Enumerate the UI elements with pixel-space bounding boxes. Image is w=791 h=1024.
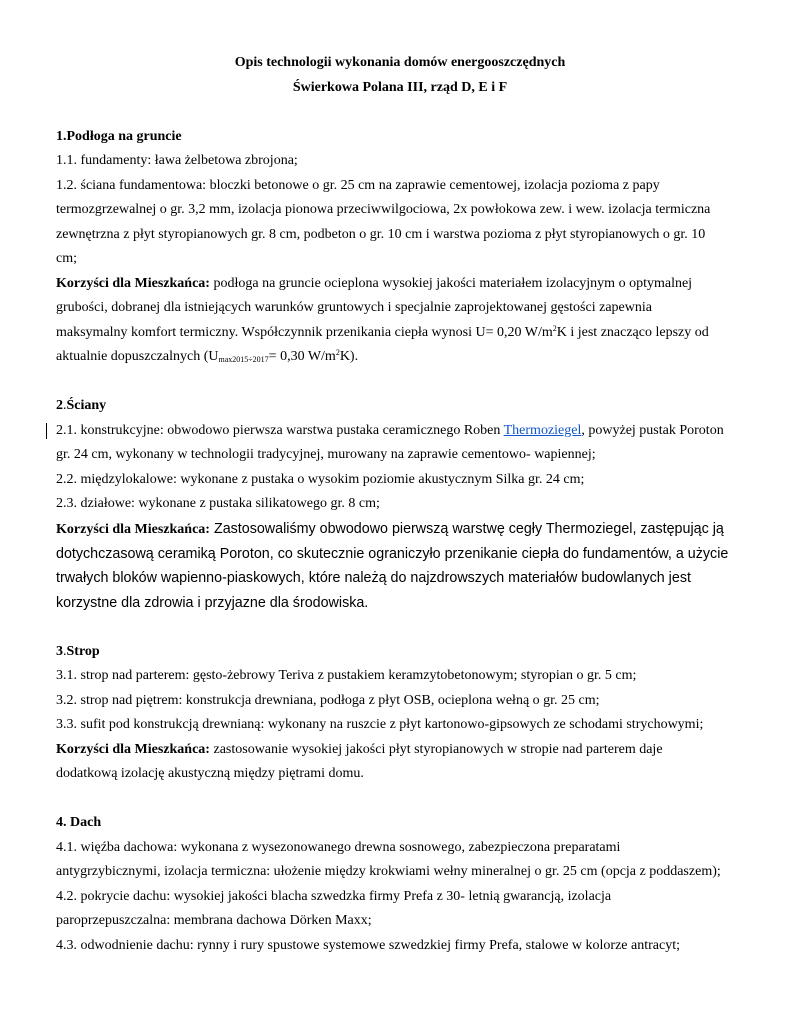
item-4-2-line1: 4.2. pokrycie dachu: wysokiej jakości blacha szwedzka firmy Prefa z 30- letnią gwarancją, izolacja (56, 888, 612, 904)
item-4-3: 4.3. odwodnienie dachu: rynny i rury spustowe systemowe szwedzkiej firmy Prefa, stalowe w kolorze antracyt; (56, 937, 680, 953)
item-1-1: 1.1. fundamenty: ława żelbetowa zbrojona; (56, 153, 298, 168)
item-1-2-line2: termozgrzewalnej o gr. 3,2 mm, izolacja pionowa przeciwwilgociowa, 2x powłokowa zew. i wew. izolacja termiczna (56, 202, 711, 217)
item-4-1-line2: antygrzybicznymi, izolacja termiczna: ułożenie między krokwiami wełny mineralnej o gr. 25 cm (opcja z poddaszem); (56, 864, 721, 879)
benefit-text: podłoga na gruncie ocieplona wysokiej jakości materiałem izolacyjnym o optymalnej (209, 275, 693, 291)
benefit-2-line2: dotychczasową ceramiką Poroton, co skutecznie ograniczyło przenikanie ciepła do fundamentów, a użycie (56, 545, 729, 562)
benefit-1-line3 (56, 321, 744, 346)
item-text: , powyżej pustak Poroton (581, 422, 724, 438)
benefit-1-line4 (56, 345, 744, 370)
subscript: max2015÷2017 (218, 355, 269, 364)
heading-dot: . (63, 643, 67, 659)
superscript: 2 (335, 348, 340, 357)
item-2-1-line2: gr. 24 cm, wykonany w technologii tradycyjnej, murowany na zaprawie cementowo- wapiennej; (56, 447, 596, 462)
heading-text: Ściany (66, 398, 107, 413)
document-title: Opis technologii wykonania domów energooszczędnych (234, 55, 566, 70)
benefit-text: Zastosowaliśmy obwodowo pierwszą warstwę cegły Thermoziegel, zastępując ją (209, 520, 724, 537)
spacer (56, 615, 744, 640)
item-1-2-line1: 1.2. ściana fundamentowa: bloczki betonowe o gr. 25 cm na zaprawie cementowej, izolacja pozioma z papy (56, 177, 660, 193)
benefit-text: = 0,30 W/m (268, 349, 336, 364)
benefit-text: aktualnie dopuszczalnych (U (56, 349, 219, 364)
item-2-3: 2.3. działowe: wykonane z pustaka silikatowego gr. 8 cm; (56, 496, 380, 511)
item-3-2: 3.2. strop nad piętrem: konstrukcja drewniana, podłoga z płyt OSB, ocieplona wełną o gr. 25 cm; (56, 692, 600, 708)
benefit-text: maksymalny komfort termiczny. Współczynnik przenikania ciepła wynosi U= 0,20 W/m (56, 324, 553, 340)
spacer (56, 370, 744, 395)
item-text: 2.1. konstrukcyjne: obwodowo pierwsza warstwa pustaka ceramicznego Roben (56, 422, 504, 438)
heading-number: 2 (56, 398, 63, 413)
benefit-2-line3: trwałych bloków wapienno-piaskowych, które należą do najzdrowszych materiałów budowlanych jest (56, 570, 691, 586)
spacer (56, 787, 744, 812)
benefit-text: K i jest znacząco lepszy od (556, 324, 709, 340)
item-1-2-line3: zewnętrzna z płyt styropianowych gr. 8 cm, podbeton o gr. 10 cm i warstwa pozioma z płyt styropianowych o gr. 10 (56, 226, 706, 242)
section-heading-roof: 4. Dach (56, 815, 102, 830)
item-4-2-line2: paroprzepuszczalna: membrana dachowa Dörken Maxx; (56, 913, 372, 928)
benefit-label: Korzyści dla Mieszkańca: (56, 275, 210, 291)
benefit-1-line2: grubości, dobranej dla istniejących warunków gruntowych i specjalnie zaprojektowanej gęstości zapewnia (56, 300, 652, 315)
benefit-3-line1 (56, 738, 744, 763)
benefit-3-line2: dodatkową izolację akustyczną między piętrami domu. (56, 766, 364, 781)
benefit-2-line1 (56, 517, 744, 542)
superscript: 2 (552, 323, 557, 333)
benefit-text: zastosowanie wysokiej jakości płyt styropianowych w stropie nad parterem daje (209, 741, 663, 757)
heading-text: Strop (66, 643, 100, 659)
item-2-2: 2.2. międzylokalowe: wykonane z pustaka o wysokim poziomie akustycznym Silka gr. 24 cm; (56, 471, 585, 487)
benefit-1-line1 (56, 272, 744, 297)
benefit-text: K). (339, 349, 359, 364)
section-heading-walls (56, 394, 744, 419)
spacer (56, 100, 744, 125)
benefit-label: Korzyści dla Mieszkańca: (56, 741, 210, 757)
item-4-1-line1: 4.1. więźba dachowa: wykonana z wysezonowanego drewna sosnowego, zabezpieczona preparatami (56, 839, 621, 855)
heading-number: 3 (56, 643, 63, 659)
item-3-1: 3.1. strop nad parterem: gęsto-żebrowy Teriva z pustakiem keramzytobetonowym; styropian o gr. 5 cm; (56, 668, 637, 683)
text-cursor (46, 423, 47, 439)
item-2-1-line1 (56, 419, 744, 444)
item-3-3: 3.3. sufit pod konstrukcją drewnianą: wykonany na ruszcie z płyt kartonowo-gipsowych ze schodami strychowymi; (56, 717, 704, 732)
item-1-2-line4: cm; (56, 251, 77, 266)
document-subtitle: Świerkowa Polana III, rząd D, E i F (292, 80, 508, 95)
document-page (56, 50, 744, 958)
benefit-2-line4: korzystne dla zdrowia i przyjazne dla środowiska. (56, 594, 369, 611)
section-heading-floor: 1.Podłoga na gruncie (56, 128, 182, 144)
heading-dot: . (63, 398, 67, 413)
section-heading-ceiling (56, 640, 744, 665)
thermoziegel-link[interactable]: Thermoziegel (503, 422, 582, 438)
benefit-label: Korzyści dla Mieszkańca: (56, 521, 210, 537)
